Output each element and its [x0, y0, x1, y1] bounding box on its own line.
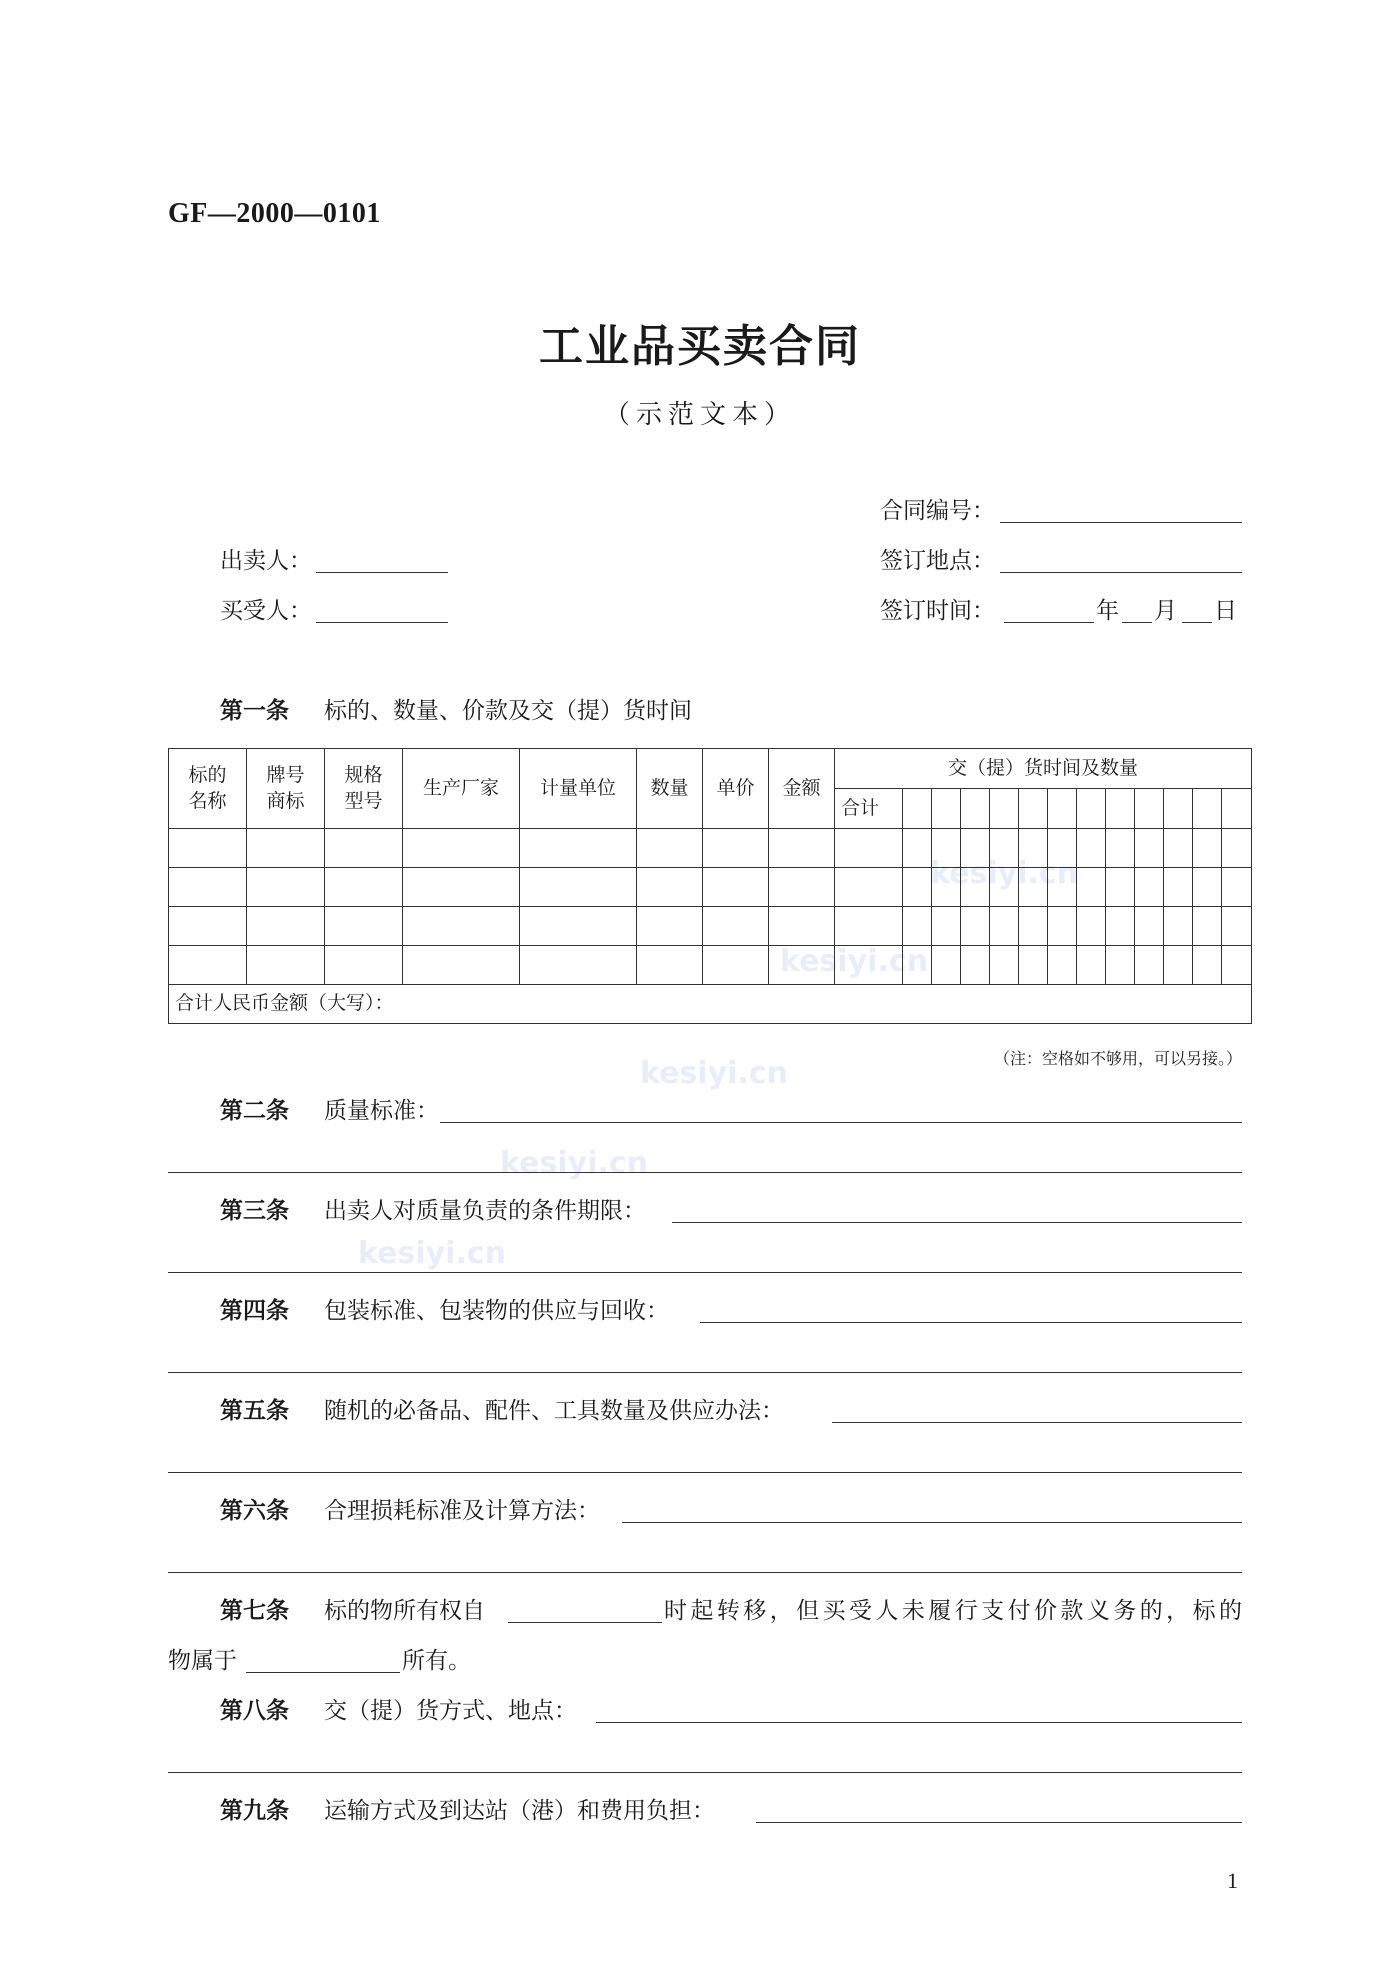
table-header-price: 单价 [703, 749, 769, 829]
seller-label: 出卖人： [220, 548, 312, 574]
table-header-name: 标的 名称 [169, 749, 247, 829]
watermark: kesiyi.cn [780, 944, 929, 979]
article-3-field[interactable] [672, 1222, 1242, 1223]
buyer-label: 买受人： [220, 598, 312, 624]
sign-time-label: 签订时间： [880, 598, 995, 624]
sign-day-field[interactable] [1182, 622, 1212, 623]
article-8-field-line2[interactable] [168, 1772, 1242, 1773]
table-footer-total-rmb[interactable]: 合计人民币金额（大写）： [169, 985, 1252, 1024]
document-title: 工业品买卖合同 [539, 321, 861, 372]
table-header-amount: 金额 [769, 749, 835, 829]
article-2-text: 质量标准： [324, 1098, 439, 1124]
article-9-field[interactable] [756, 1822, 1242, 1823]
article-4-field-line2[interactable] [168, 1372, 1242, 1373]
seller-field[interactable] [316, 572, 448, 573]
article-7-transfer-time-field[interactable] [508, 1622, 662, 1623]
article-2-field-line2[interactable] [168, 1172, 1242, 1173]
article-7-text-2: 时起转移，但买受人未履行支付价款义务的，标的 [664, 1598, 1242, 1624]
month-label: 月 [1154, 598, 1177, 624]
contract-no-label: 合同编号： [880, 498, 995, 524]
article-3-field-line2[interactable] [168, 1272, 1242, 1273]
article-5-field-line2[interactable] [168, 1472, 1242, 1473]
article-4-title: 第四条 [220, 1297, 289, 1324]
sign-place-label: 签订地点： [880, 548, 995, 574]
watermark: kesiyi.cn [500, 1146, 649, 1181]
sign-place-field[interactable] [1000, 572, 1242, 573]
article-4-field[interactable] [700, 1322, 1242, 1323]
table-note: （注：空格如不够用，可以另接。） [993, 1049, 1242, 1068]
goods-table [168, 748, 1252, 1024]
table-header-brand: 牌号 商标 [247, 749, 325, 829]
table-header-qty: 数量 [637, 749, 703, 829]
table-header-maker: 生产厂家 [403, 749, 520, 829]
article-4-text: 包装标准、包装物的供应与回收： [324, 1298, 669, 1324]
article-5-field[interactable] [832, 1422, 1242, 1423]
article-7-text-3: 物属于 [168, 1648, 237, 1674]
table-row[interactable] [169, 946, 1252, 985]
article-7-owner-field[interactable] [246, 1672, 400, 1673]
article-6-text: 合理损耗标准及计算方法： [324, 1498, 600, 1524]
contract-no-field[interactable] [1000, 522, 1242, 523]
sign-month-field[interactable] [1122, 622, 1152, 623]
article-3-text: 出卖人对质量负责的条件期限： [324, 1198, 646, 1224]
buyer-field[interactable] [316, 622, 448, 623]
table-header-delivery: 交（提）货时间及数量 [835, 749, 1252, 789]
article-8-title: 第八条 [220, 1697, 289, 1724]
watermark: kesiyi.cn [358, 1236, 507, 1271]
article-2-field[interactable] [440, 1122, 1242, 1123]
article-1-title: 第一条 [220, 697, 289, 724]
article-8-text: 交（提）货方式、地点： [324, 1698, 577, 1724]
sign-year-field[interactable] [1004, 622, 1094, 623]
table-header-spec: 规格 型号 [325, 749, 403, 829]
article-5-title: 第五条 [220, 1397, 289, 1424]
table-header-unit: 计量单位 [520, 749, 637, 829]
day-label: 日 [1214, 598, 1237, 624]
article-6-field[interactable] [622, 1522, 1242, 1523]
article-1-text: 标的、数量、价款及交（提）货时间 [324, 698, 692, 724]
article-2-title: 第二条 [220, 1097, 289, 1124]
article-3-title: 第三条 [220, 1197, 289, 1224]
document-code: GF—2000—0101 [168, 198, 381, 229]
article-6-title: 第六条 [220, 1497, 289, 1524]
article-9-text: 运输方式及到达站（港）和费用负担： [324, 1798, 715, 1824]
article-9-title: 第九条 [220, 1797, 289, 1824]
table-row[interactable] [169, 868, 1252, 907]
watermark: kesiyi.cn [930, 856, 1079, 891]
article-7-title: 第七条 [220, 1597, 289, 1624]
table-row[interactable] [169, 907, 1252, 946]
article-8-field[interactable] [596, 1722, 1242, 1723]
table-row[interactable] [169, 829, 1252, 868]
table-header-total: 合计 [835, 789, 903, 829]
article-6-field-line2[interactable] [168, 1572, 1242, 1573]
page-number: 1 [1227, 1868, 1238, 1893]
watermark: kesiyi.cn [640, 1056, 789, 1091]
year-label: 年 [1096, 598, 1119, 624]
document-subtitle: （示范文本） [603, 400, 796, 430]
article-7-text-4: 所有。 [402, 1648, 471, 1674]
article-5-text: 随机的必备品、配件、工具数量及供应办法： [324, 1398, 784, 1424]
article-7-text-1: 标的物所有权自 [324, 1598, 485, 1624]
